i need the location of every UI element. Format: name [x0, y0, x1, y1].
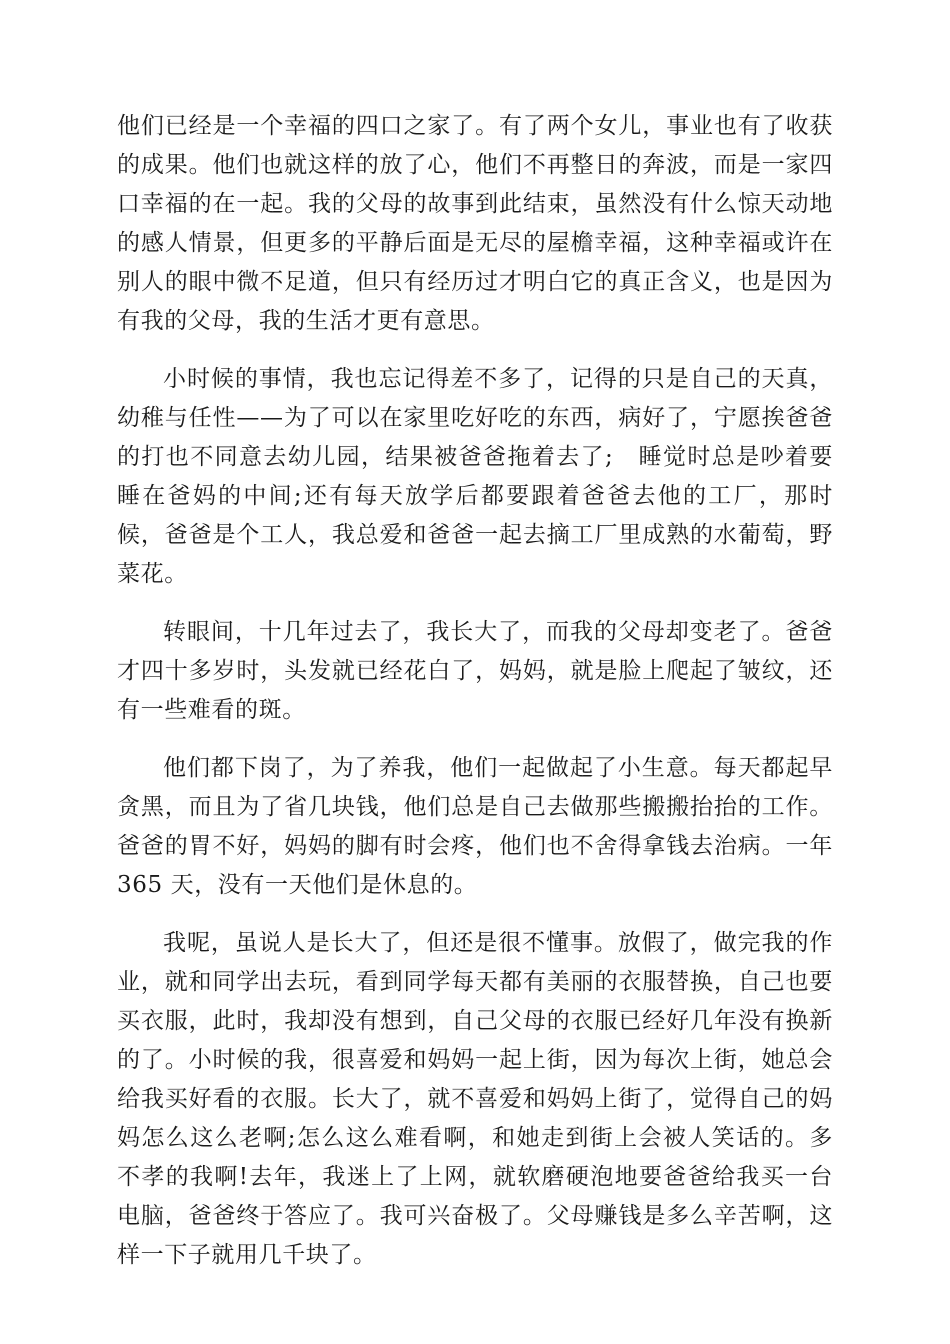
- paragraph-1: 他们已经是一个幸福的四口之家了。有了两个女儿，事业也有了收获的成果。他们也就这样的放了心，他们不再整日的奔波，而是一家四口幸福的在一起。我的父母的故事到此结束，虽然没有什么惊天动地的感人情景，但更多的平静后面是无尽的屋檐幸福，这种幸福或许在别人的眼中微不足道，但只有经历过才明白它的真正含义，也是因为有我的父母，我的生活才更有意思。: [117, 113, 833, 334]
- paragraph-3: 转眼间，十几年过去了，我长大了，而我的父母却变老了。爸爸才四十多岁时，头发就已经花白了，妈妈，就是脸上爬起了皱纹，还有一些难看的斑。: [117, 619, 833, 723]
- document-body: [117, 107, 833, 1294]
- paragraph-2: 小时候的事情，我也忘记得差不多了，记得的只是自己的天真，幼稚与任性——为了可以在家里吃好吃的东西，病好了，宁愿挨爸爸的打也不同意去幼儿园，结果被爸爸拖着去了; 睡觉时总是吵着要睡在爸妈的中间;还有每天放学后都要跟着爸爸去他的工厂，那时候，爸爸是个工人，我总爱和爸爸一起去摘工厂里成熟的水葡萄，野菜花。: [117, 366, 833, 587]
- paragraph-4: 他们都下岗了，为了养我，他们一起做起了小生意。每天都起早贪黑，而且为了省几块钱，他们总是自己去做那些搬搬抬抬的工作。爸爸的胃不好，妈妈的脚有时会疼，他们也不舍得拿钱去治病。一年 365 天，没有一天他们是休息的。: [117, 755, 833, 898]
- paragraph-5: 我呢，虽说人是长大了，但还是很不懂事。放假了，做完我的作业，就和同学出去玩，看到同学每天都有美丽的衣服替换，自己也要买衣服，此时，我却没有想到，自己父母的衣服已经好几年没有换新的了。小时候的我，很喜爱和妈妈一起上街，因为每次上街，她总会给我买好看的衣服。长大了，就不喜爱和妈妈上街了，觉得自己的妈妈怎么这么老啊;怎么这么难看啊，和她走到街上会被人笑话的。多不孝的我啊!去年，我迷上了上网，就软磨硬泡地要爸爸给我买一台电脑，爸爸终于答应了。我可兴奋极了。父母赚钱是多么辛苦啊，这样一下子就用几千块了。: [117, 930, 833, 1268]
